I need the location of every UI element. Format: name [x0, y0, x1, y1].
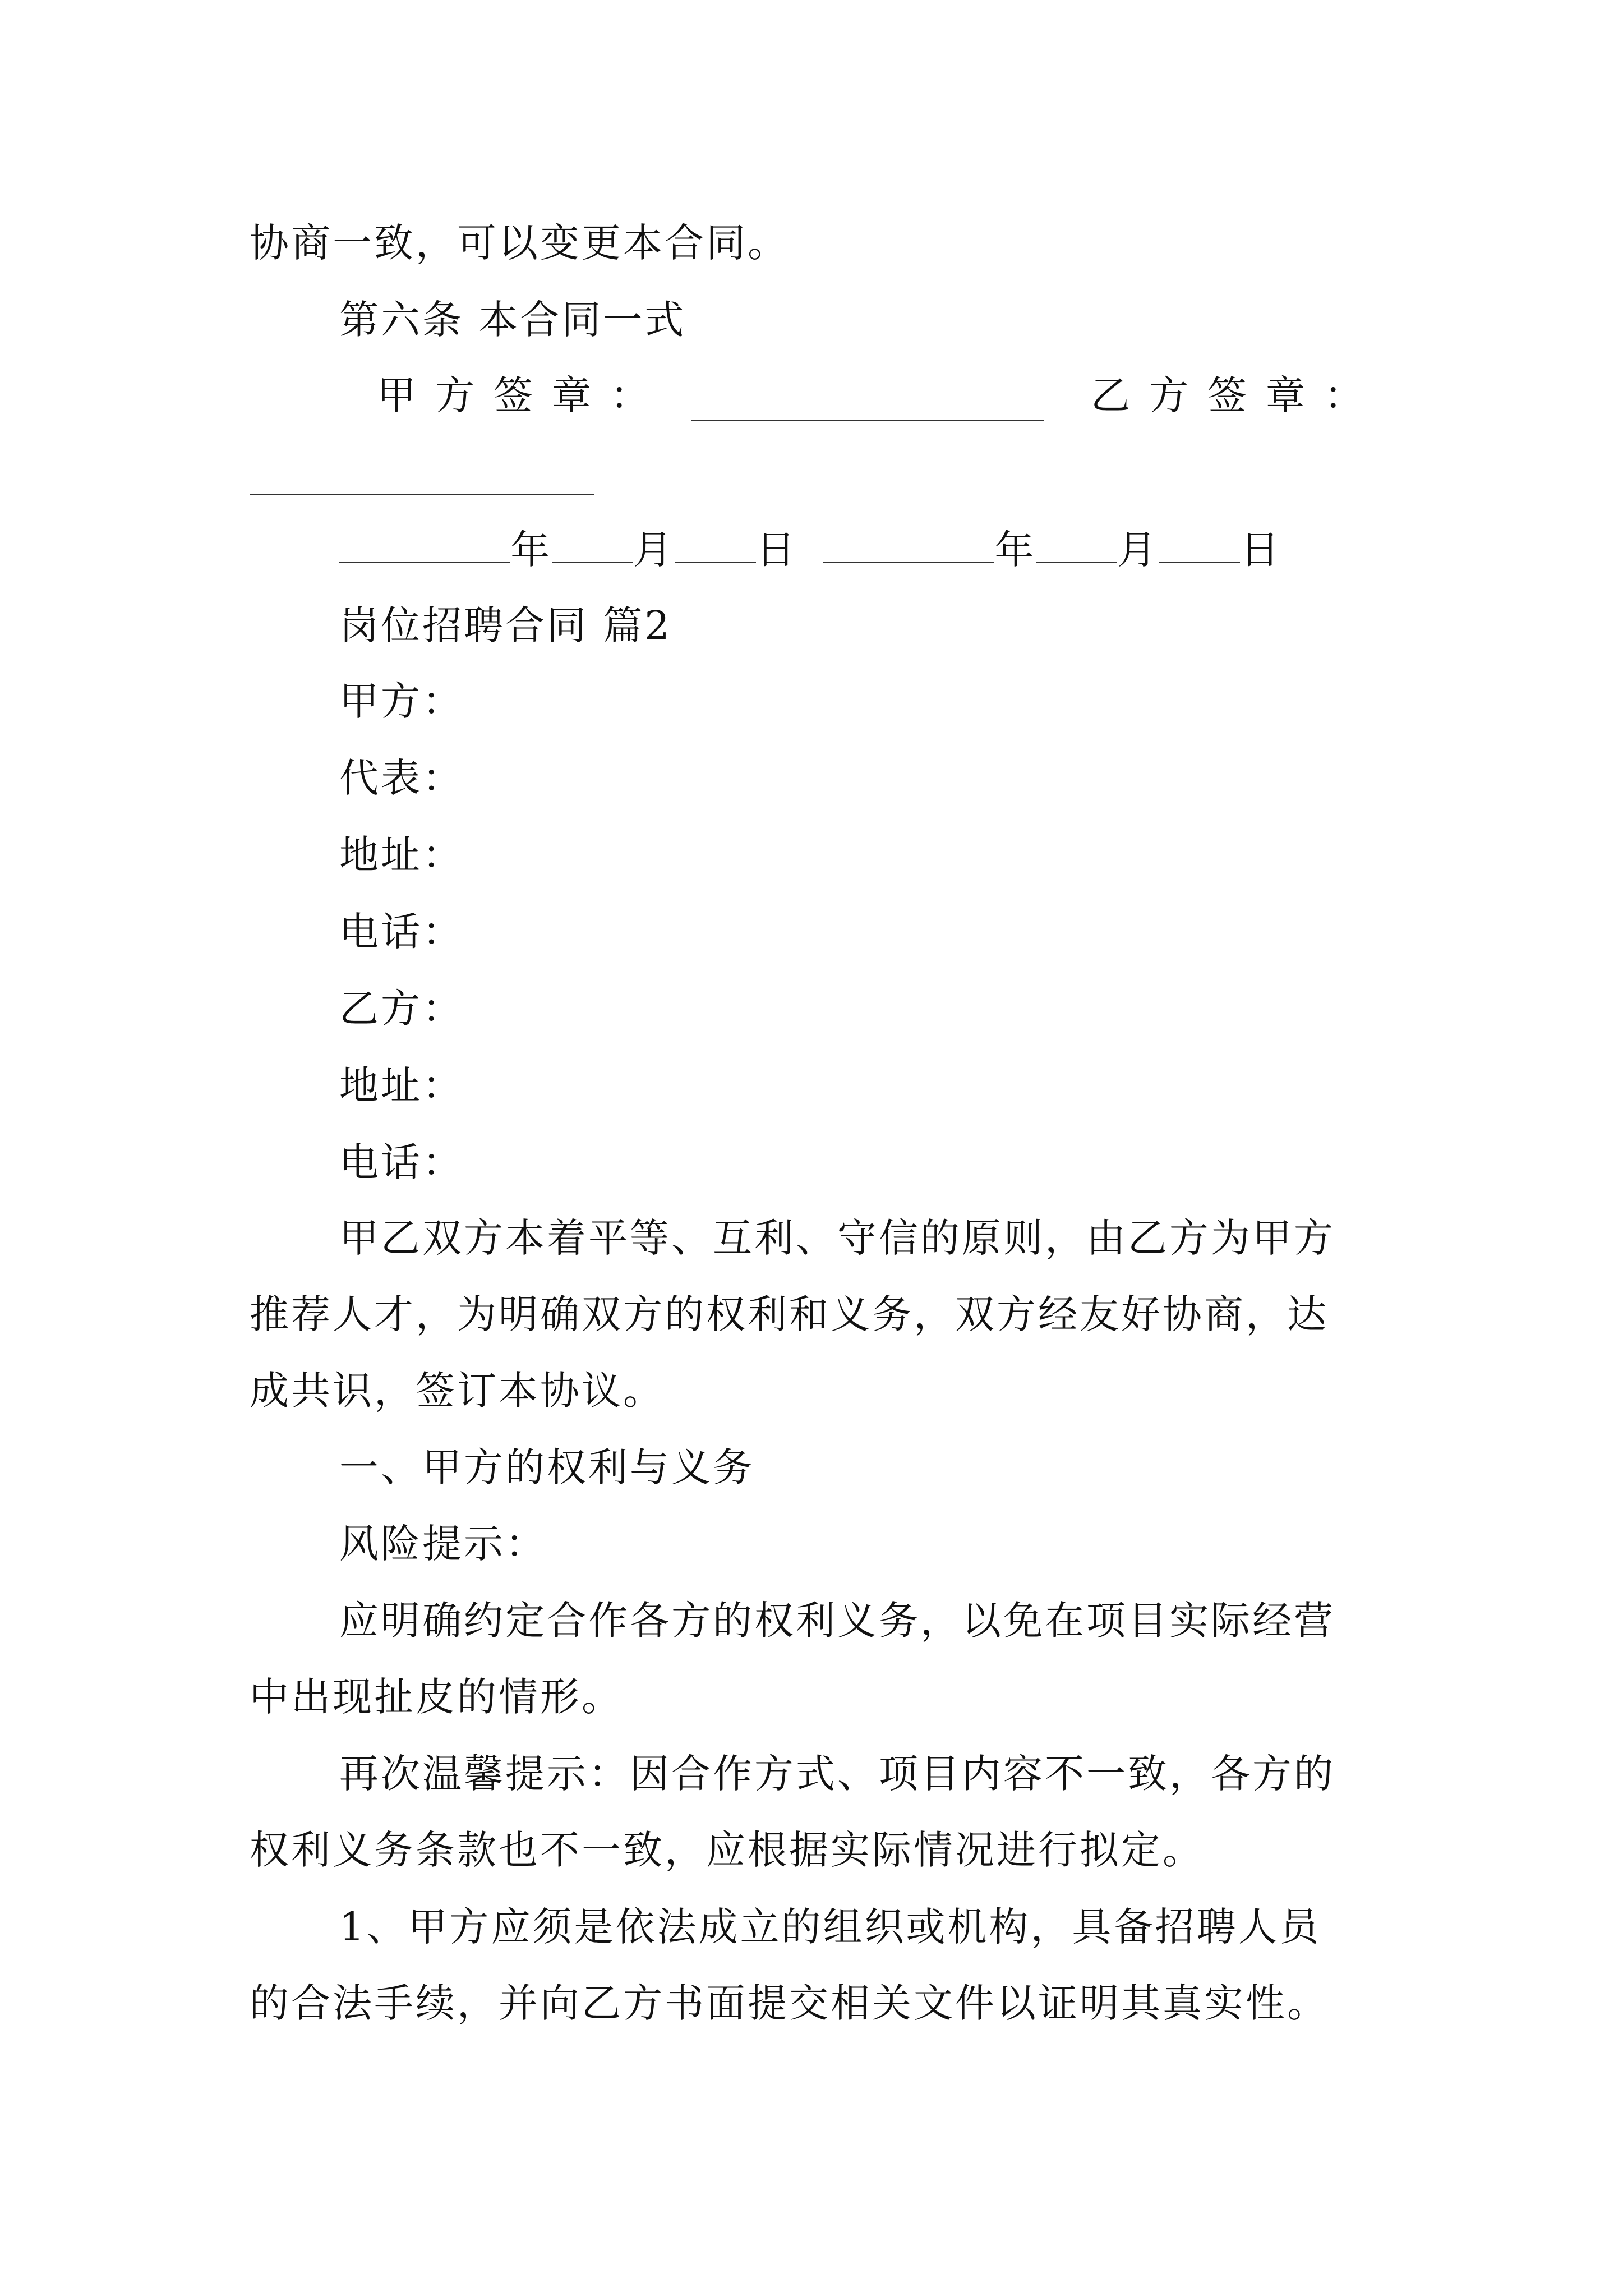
phone-b-field: 电话：: [339, 1139, 464, 1185]
party-b-signature-blank[interactable]: [250, 494, 594, 495]
paragraph-line: 的合法手续，并向乙方书面提交相关文件以证明其真实性。: [250, 1980, 1329, 2026]
address-b-field: 地址：: [339, 1062, 464, 1108]
article-six-line: 第六条 本合同一式: [339, 297, 686, 343]
paragraph-line: 1、甲方应须是依法成立的组织或机构，具备招聘人员: [339, 1904, 1321, 1950]
day-blank-a[interactable]: [675, 527, 756, 563]
section-title: 一、甲方的权利与义务: [339, 1444, 754, 1490]
representative-field: 代表：: [339, 755, 464, 801]
address-a-field: 地址：: [339, 832, 464, 878]
risk-title: 风险提示：: [339, 1521, 547, 1567]
day-label: 日: [1240, 527, 1282, 573]
day-blank-b[interactable]: [1159, 527, 1240, 563]
text-line: 协商一致，可以变更本合同。: [250, 220, 789, 266]
month-label: 月: [633, 527, 675, 573]
paragraph-line: 权利义务条款也不一致，应根据实际情况进行拟定。: [250, 1827, 1204, 1873]
party-a-signature-label: 甲方签章：: [377, 372, 668, 418]
day-label: 日: [756, 527, 797, 573]
year-blank-a[interactable]: [339, 527, 510, 563]
year-label: 年: [510, 527, 552, 573]
date-row: [339, 522, 1281, 578]
paragraph-line: 应明确约定合作各方的权利义务，以免在项目实际经营: [339, 1598, 1335, 1644]
section-heading: 岗位招聘合同 篇2: [339, 602, 672, 648]
party-b-field: 乙方：: [339, 986, 464, 1032]
party-a-signature-blank[interactable]: [691, 420, 1044, 421]
year-label: 年: [994, 527, 1036, 573]
paragraph-line: 甲乙双方本着平等、互利、守信的原则，由乙方为甲方: [339, 1215, 1335, 1261]
month-label: 月: [1117, 527, 1159, 573]
phone-a-field: 电话：: [339, 909, 464, 955]
year-blank-b[interactable]: [823, 527, 994, 563]
paragraph-line: 推荐人才，为明确双方的权利和义务，双方经友好协商，达: [250, 1291, 1329, 1337]
paragraph-line: 再次温馨提示：因合作方式、项目内容不一致，各方的: [339, 1751, 1335, 1797]
paragraph-line: 中出现扯皮的情形。: [250, 1674, 623, 1720]
party-a-field: 甲方：: [339, 678, 464, 724]
month-blank-a[interactable]: [552, 527, 633, 563]
paragraph-line: 成共识，签订本协议。: [250, 1368, 665, 1414]
month-blank-b[interactable]: [1036, 527, 1117, 563]
party-b-signature-label: 乙方签章：: [1091, 372, 1382, 418]
